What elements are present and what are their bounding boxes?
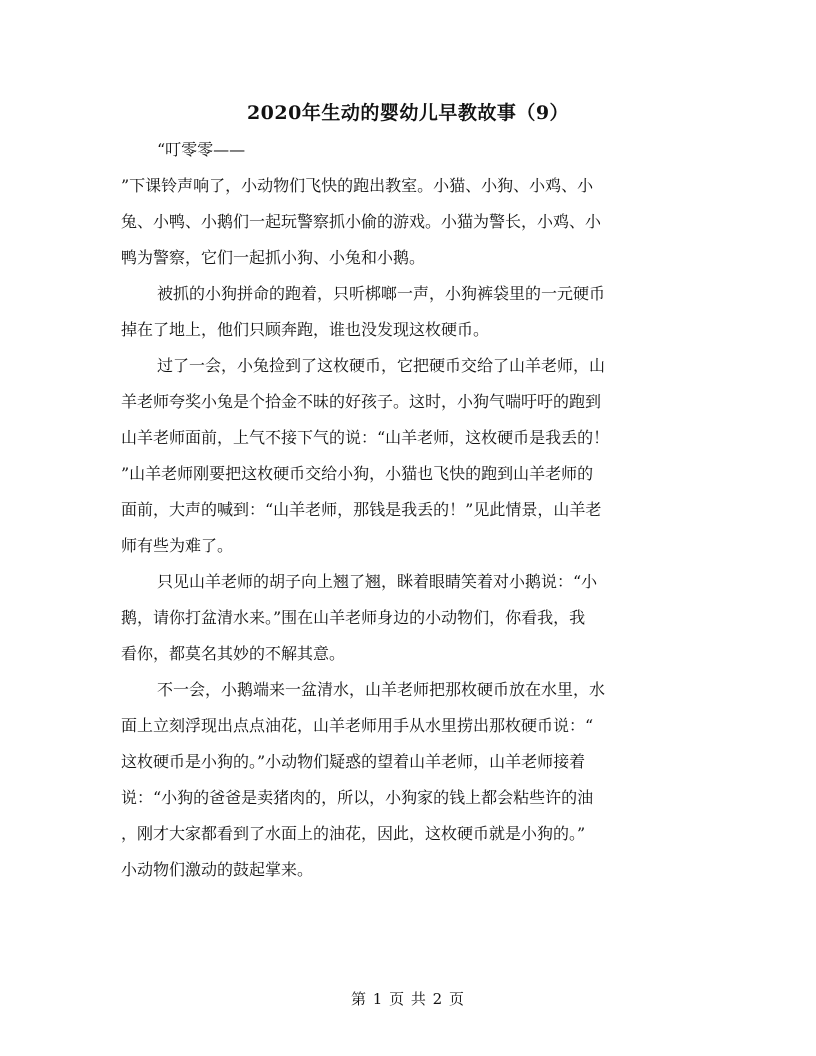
text-line: 山羊老师面前，上气不接下气的说：“山羊老师，这枚硬币是我丢的！ bbox=[121, 428, 610, 447]
text-line: 过了一会，小兔捡到了这枚硬币，它把硬币交给了山羊老师，山 bbox=[157, 356, 606, 375]
text-line: 被抓的小狗拼命的跑着，只听梆啷一声，小狗裤袋里的一元硬币 bbox=[157, 284, 606, 303]
text-line: 师有些为难了。 bbox=[121, 536, 234, 555]
text-line: 掉在了地上，他们只顾奔跑，谁也没发现这枚硬币。 bbox=[121, 320, 490, 339]
text-line: ”山羊老师刚要把这枚硬币交给小狗，小猫也飞快的跑到山羊老师的 bbox=[121, 464, 594, 483]
text-line: 这枚硬币是小狗的。”小动物们疑惑的望着山羊老师，山羊老师接着 bbox=[121, 752, 586, 771]
text-line: 看你，都莫名其妙的不解其意。 bbox=[121, 644, 346, 663]
text-line: 面上立刻浮现出点点油花，山羊老师用手从水里捞出那枚硬币说：“ bbox=[121, 716, 594, 735]
text-line: “叮零零—— bbox=[157, 140, 246, 159]
text-line: ”下课铃声响了，小动物们飞快的跑出教室。小猫、小狗、小鸡、小 bbox=[121, 176, 594, 195]
text-line: 面前，大声的喊到：“山羊老师，那钱是我丢的！”见此情景，山羊老 bbox=[121, 500, 602, 519]
text-line: 兔、小鸭、小鹅们一起玩警察抓小偷的游戏。小猫为警长，小鸡、小 bbox=[121, 212, 602, 231]
text-line: 不一会，小鹅端来一盆清水，山羊老师把那枚硬币放在水里，水 bbox=[157, 680, 606, 699]
text-line: 只见山羊老师的胡子向上翘了翘，眯着眼睛笑着对小鹅说：“小 bbox=[157, 572, 598, 591]
text-line: ，刚才大家都看到了水面上的油花，因此，这枚硬币就是小狗的。” bbox=[121, 824, 586, 843]
document-title: 2020年生动的婴幼儿早教故事（9） bbox=[246, 102, 570, 124]
page-number-footer: 第 1 页 共 2 页 bbox=[351, 990, 465, 1008]
text-line: 鹅，请你打盆清水来。”围在山羊老师身边的小动物们，你看我，我 bbox=[121, 608, 586, 627]
text-line: 鸭为警察，它们一起抓小狗、小兔和小鹅。 bbox=[121, 248, 426, 267]
story-body bbox=[121, 132, 691, 888]
text-line: 小动物们激动的鼓起掌来。 bbox=[121, 860, 314, 879]
text-line: 羊老师夸奖小兔是个拾金不昧的好孩子。这时，小狗气喘吁吁的跑到 bbox=[121, 392, 602, 411]
text-line: 说：“小狗的爸爸是卖猪肉的，所以，小狗家的钱上都会粘些许的油 bbox=[121, 788, 594, 807]
